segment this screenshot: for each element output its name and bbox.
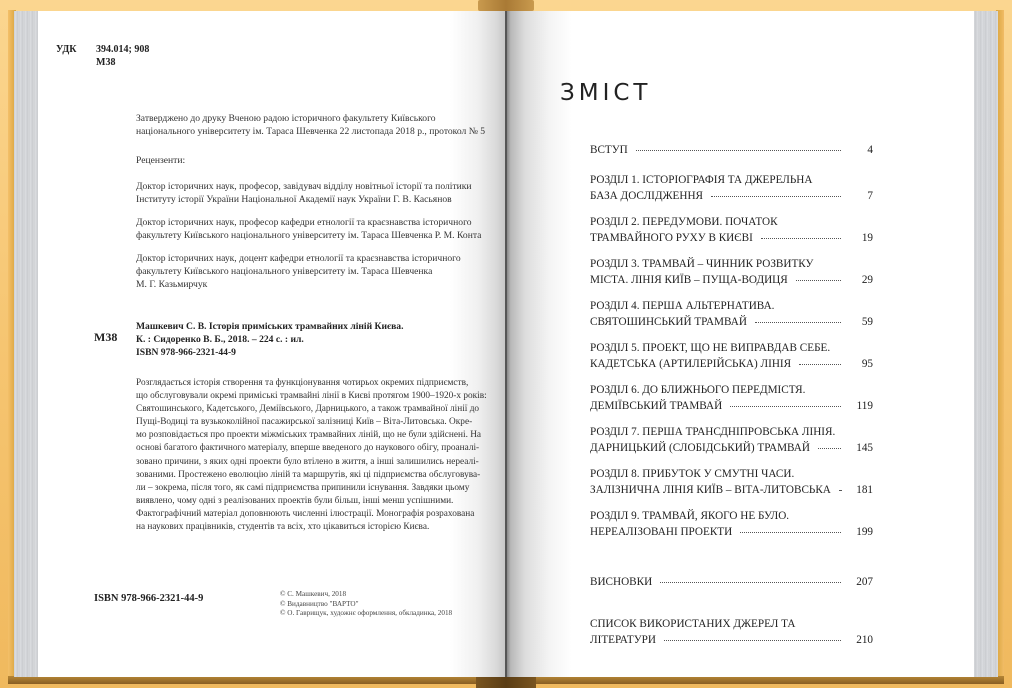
toc-entry[interactable]	[590, 508, 873, 540]
toc-entry-title: СВЯТОШИНСЬКИЙ ТРАМВАЙ	[590, 316, 747, 328]
toc-entry-title: ЗАЛІЗНИЧНА ЛІНІЯ КИЇВ – ВІТА-ЛИТОВСЬКА	[590, 484, 831, 496]
copyright-line: © Видавництво "ВАРТО"	[280, 599, 359, 608]
dot-leader	[740, 532, 841, 533]
toc-entry[interactable]	[590, 298, 873, 330]
reviewer-2	[136, 216, 506, 242]
abstract-line: на наукових працівників, студентів та всіх, хто цікавиться історією Києва.	[136, 522, 430, 533]
dot-leader	[761, 238, 841, 239]
biblio-line: К. : Сидоренко В. Б., 2018. – 224 с. : ил.	[136, 334, 304, 345]
copyright-line: © С. Машкевич, 2018	[280, 590, 347, 598]
page-stack-right	[974, 11, 998, 677]
toc-page-number: 181	[856, 484, 873, 496]
toc-entry-title: РОЗДІЛ 4. ПЕРША АЛЬТЕРНАТИВА.	[590, 300, 775, 312]
toc-entry[interactable]	[590, 340, 873, 372]
abstract-line: виявлено, чому одні з реалізованих проектів були більш, інші менш успішними.	[136, 495, 454, 506]
udk-block	[56, 43, 149, 69]
dot-leader	[730, 406, 841, 407]
reviewer-line: факультету Київського національного університету ім. Тараса Шевченка Р. М. Конта	[136, 230, 482, 241]
abstract-line: ли – зокрема, після того, як самі підприємства припинили існування. Завдяки цьому	[136, 482, 470, 493]
toc-entry[interactable]	[590, 424, 873, 456]
abstract-line: зованими. Простежено еволюцію ліній та маршрутів, які ці підприємства обслуговува-	[136, 469, 481, 480]
abstract	[136, 377, 504, 534]
toc-entry-title: ДАРНИЦЬКИЙ (СЛОБІДСЬКИЙ) ТРАМВАЙ	[590, 442, 810, 454]
toc-entry-title: ДЕМІЇВСЬКИЙ ТРАМВАЙ	[590, 400, 723, 412]
biblio-line: Машкевич С. В. Історія приміських трамвайних ліній Києва.	[136, 321, 404, 332]
toc-entry-title: ЛІТЕРАТУРИ	[590, 634, 656, 646]
spine-bottom	[476, 676, 536, 688]
approval-note	[136, 112, 506, 138]
toc-entry-title: БАЗА ДОСЛІДЖЕННЯ	[590, 190, 704, 202]
abstract-line: Фактографічний матеріал доповнюють численні ілюстрації. Монографія розрахована	[136, 508, 475, 519]
toc-entry-title: РОЗДІЛ 2. ПЕРЕДУМОВИ. ПОЧАТОК	[590, 216, 778, 228]
approval-line: національного університету ім. Тараса Шевченка 22 листопада 2018 р., протокол № 5	[136, 126, 486, 137]
toc-entry[interactable]	[590, 616, 873, 648]
approval-line: Затверджено до друку Вченою радою історичного факультету Київського	[136, 113, 436, 124]
abstract-line: Пущі-Водиці та вузькоколійної пасажирської залізниці Київ – Віта-Литовська. Окре-	[136, 417, 473, 428]
toc-entry-title: ВСТУП	[590, 144, 628, 156]
toc-entry-title: РОЗДІЛ 8. ПРИБУТОК У СМУТНІ ЧАСИ.	[590, 468, 795, 480]
reviewer-line: Інституту історії України Національної Академії наук України Г. В. Касьянов	[136, 194, 452, 205]
toc-page-number: 59	[861, 316, 873, 328]
dot-leader	[799, 364, 841, 365]
toc-entry[interactable]	[590, 142, 873, 158]
udk-code: М38	[96, 57, 116, 68]
toc-entry-title: КАДЕТСЬКА (АРТИЛЕРІЙСЬКА) ЛІНІЯ	[590, 358, 792, 370]
dot-leader	[818, 448, 841, 449]
spine-top	[478, 0, 534, 11]
dot-leader	[711, 196, 841, 197]
toc-page-number: 119	[856, 400, 873, 412]
copyright-line: © О. Гаврищук, художнє оформлення, обкладинка, 2018	[280, 609, 453, 618]
toc-entry-title: ТРАМВАЙНОГО РУХУ В КИЄВІ	[590, 232, 753, 244]
toc-page-number: 4	[867, 144, 873, 156]
catalog-code: М38	[94, 330, 118, 344]
toc-page-number: 95	[861, 358, 873, 370]
abstract-line: Святошинського, Кадетського, Деміївського, Дарницького, а також трамвайної лінії до	[136, 404, 480, 415]
toc-page-number: 207	[856, 576, 873, 588]
abstract-line: Розглядається історія створення та функціонування чотирьох окремих підприємств,	[136, 378, 469, 388]
reviewer-line: Доктор історичних наук, доцент кафедри етнології та краєзнавства історичного	[136, 253, 461, 264]
bibliographic-record	[136, 320, 404, 359]
toc-title: ЗМІСТ	[560, 80, 652, 106]
toc-page-number: 199	[856, 526, 873, 538]
toc-entry[interactable]	[590, 214, 873, 246]
abstract-line: зовано причини, з яких одні проекти було втілено в життя, а інші залишились нереалі-	[136, 456, 479, 467]
dot-leader	[839, 490, 841, 491]
toc-page-number: 19	[861, 232, 873, 244]
toc-entry-title: РОЗДІЛ 9. ТРАМВАЙ, ЯКОГО НЕ БУЛО.	[590, 510, 790, 522]
reviewers-title: Рецензенти:	[136, 155, 186, 166]
udk-value: 394.014; 908	[96, 44, 150, 55]
abstract-line: що обслуговували окремі приміські трамвайні лінії в Києві протягом 1900–1920-х років:	[136, 391, 487, 402]
toc-entry-title: РОЗДІЛ 5. ПРОЕКТ, ЩО НЕ ВИПРАВДАВ СЕБЕ.	[590, 342, 831, 354]
abstract-line: основі багатого фактичного матеріалу, вперше введеного до наукового обігу, проаналі-	[136, 443, 480, 454]
dot-leader	[664, 640, 841, 641]
toc-entry-title: РОЗДІЛ 3. ТРАМВАЙ – ЧИННИК РОЗВИТКУ	[590, 258, 814, 270]
toc-page-number: 145	[856, 442, 873, 454]
reviewer-line: факультету Київського національного університету ім. Тараса Шевченка	[136, 266, 433, 277]
abstract-line: мо розповідається про проекти міжміських трамвайних ліній, що не були здійснені. На	[136, 430, 482, 441]
toc-entry-title: СПИСОК ВИКОРИСТАНИХ ДЖЕРЕЛ ТА	[590, 618, 796, 630]
dot-leader	[660, 582, 841, 583]
reviewer-line: Доктор історичних наук, професор, завідувач відділу новітньої історії та політики	[136, 181, 472, 192]
toc-entry[interactable]	[590, 382, 873, 414]
reviewer-3	[136, 252, 506, 291]
udk-label: УДК	[56, 44, 77, 55]
dot-leader	[755, 322, 841, 323]
toc-entry-title: НЕРЕАЛІЗОВАНІ ПРОЕКТИ	[590, 526, 733, 538]
biblio-line: ISBN 978-966-2321-44-9	[136, 347, 236, 358]
toc-entry[interactable]	[590, 172, 873, 204]
toc-entry-title: РОЗДІЛ 7. ПЕРША ТРАНСДНІПРОВСЬКА ЛІНІЯ.	[590, 426, 836, 438]
toc-entry-title: ВИСНОВКИ	[590, 576, 653, 588]
toc-page-number: 29	[861, 274, 873, 286]
toc-entry-title: РОЗДІЛ 1. ІСТОРІОГРАФІЯ ТА ДЖЕРЕЛЬНА	[590, 174, 813, 186]
dot-leader	[636, 150, 841, 151]
reviewer-1	[136, 180, 506, 206]
copyrights	[280, 590, 452, 619]
toc-page-number: 7	[867, 190, 873, 202]
toc-entry[interactable]	[590, 466, 873, 498]
dot-leader	[796, 280, 841, 281]
reviewer-line: Доктор історичних наук, професор кафедри етнології та краєзнавства історичного	[136, 217, 472, 228]
toc-entry[interactable]	[590, 256, 873, 288]
page-stack-left	[14, 11, 38, 677]
toc-entry-title: РОЗДІЛ 6. ДО БЛИЖНЬОГО ПЕРЕДМІСТЯ.	[590, 384, 806, 396]
toc-entry-title: МІСТА. ЛІНІЯ КИЇВ – ПУЩА-ВОДИЦЯ	[590, 274, 788, 286]
toc-entry[interactable]	[590, 574, 873, 590]
isbn: ISBN 978-966-2321-44-9	[94, 593, 204, 604]
reviewer-line: М. Г. Казьмирчук	[136, 279, 208, 290]
toc-page-number: 210	[856, 634, 873, 646]
book-gutter	[505, 11, 507, 677]
